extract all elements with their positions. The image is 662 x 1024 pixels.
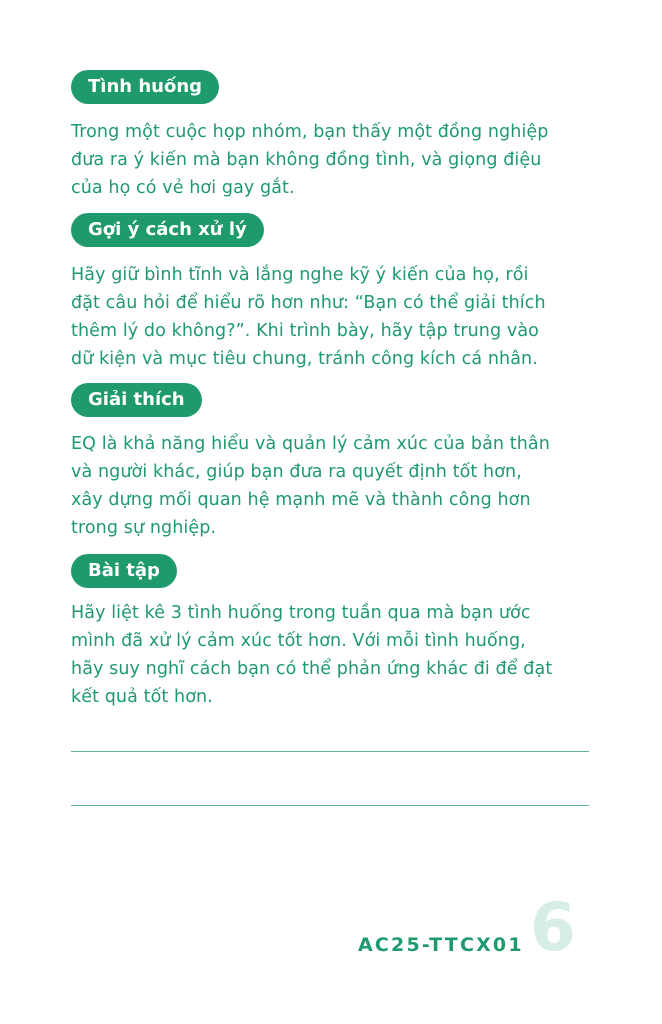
text-line: Hãy giữ bình tĩnh và lắng nghe kỹ ý kiến của họ, rồi <box>71 265 529 285</box>
text-line: đưa ra ý kiến mà bạn không đồng tình, và giọng điệu <box>71 150 542 170</box>
text-line: xây dựng mối quan hệ mạnh mẽ và thành công hơn <box>71 490 531 510</box>
section-text-situation <box>71 118 591 202</box>
text-line: đặt câu hỏi để hiểu rõ hơn như: “Bạn có thể giải thích <box>71 293 546 313</box>
section-text-suggestion <box>71 261 591 373</box>
section-text-explanation <box>71 430 591 542</box>
section-label-exercise: Bài tập <box>71 554 177 588</box>
text-line: trong sự nghiệp. <box>71 518 217 538</box>
answer-line <box>71 751 589 752</box>
section-text-exercise <box>71 599 591 711</box>
text-line: mình đã xử lý cảm xúc tốt hơn. Với mỗi tình huống, <box>71 631 526 651</box>
section-label-suggestion: Gợi ý cách xử lý <box>71 213 264 247</box>
text-line: Hãy liệt kê 3 tình huống trong tuần qua mà bạn ước <box>71 603 531 623</box>
document-code: AC25-TTCX01 <box>358 934 524 956</box>
section-label-situation: Tình huống <box>71 70 219 104</box>
text-line: hãy suy nghĩ cách bạn có thể phản ứng khác đi để đạt <box>71 659 553 679</box>
text-line: EQ là khả năng hiểu và quản lý cảm xúc của bản thân <box>71 434 550 454</box>
text-line: kết quả tốt hơn. <box>71 687 213 707</box>
section-label-explanation: Giải thích <box>71 383 202 417</box>
text-line: và người khác, giúp bạn đưa ra quyết định tốt hơn, <box>71 462 522 482</box>
text-line: thêm lý do không?”. Khi trình bày, hãy tập trung vào <box>71 321 539 341</box>
text-line: dữ kiện và mục tiêu chung, tránh công kích cá nhân. <box>71 349 538 369</box>
text-line: của họ có vẻ hơi gay gắt. <box>71 178 295 198</box>
answer-line <box>71 805 589 806</box>
text-line: Trong một cuộc họp nhóm, bạn thấy một đồng nghiệp <box>71 122 549 142</box>
page-number: 6 <box>530 889 576 966</box>
